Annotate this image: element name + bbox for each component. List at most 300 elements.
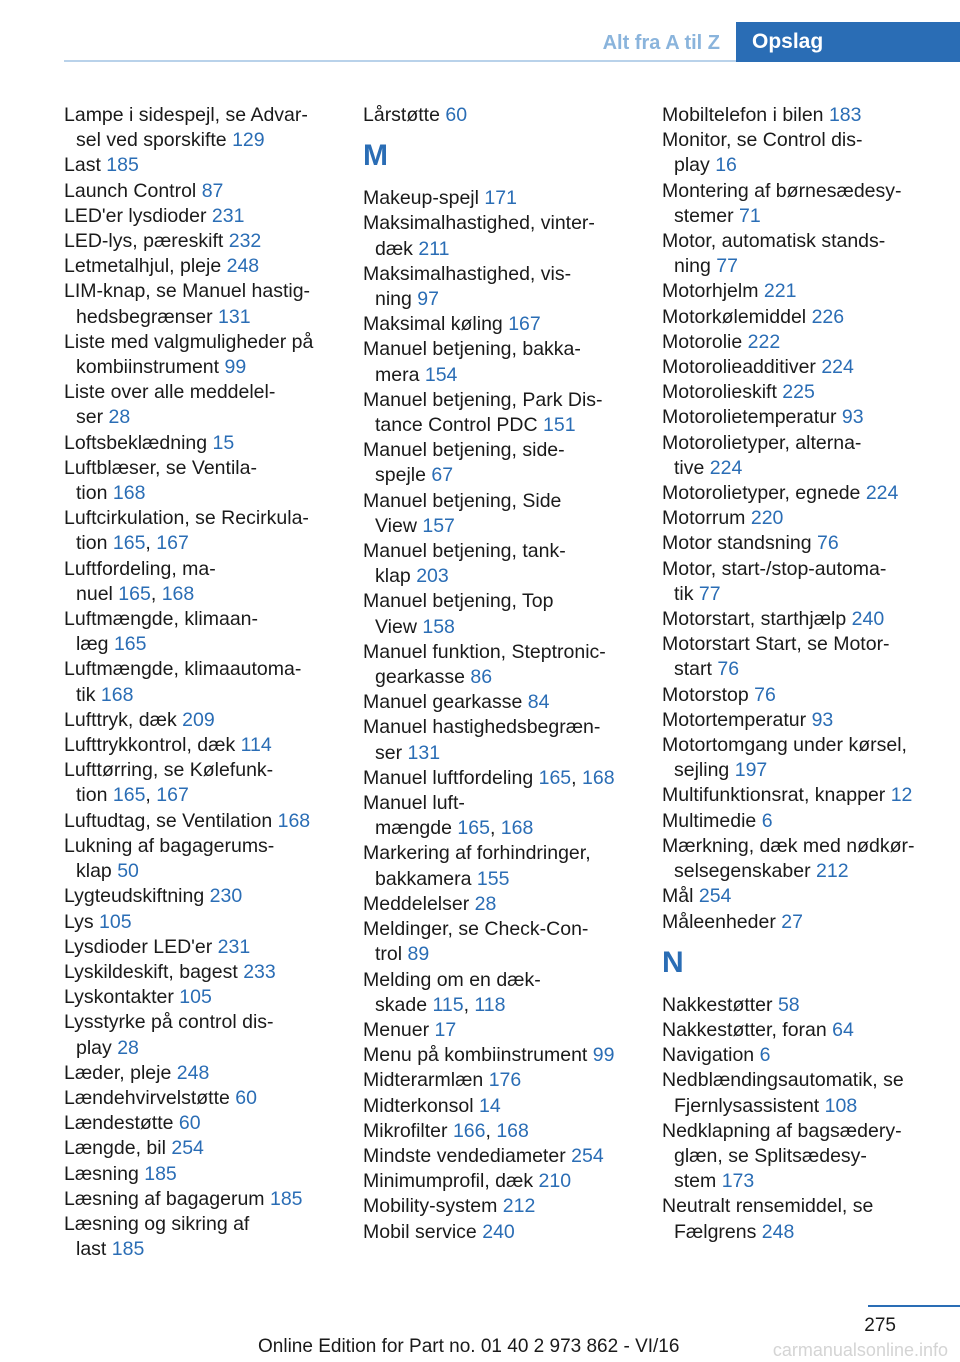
page-ref-link[interactable]: 76 — [817, 532, 839, 555]
index-term-continuation: tance Control PDC — [375, 414, 538, 437]
index-entry — [363, 211, 653, 261]
page-ref-link[interactable]: 118 — [474, 993, 506, 1016]
index-term-continuation: skade — [375, 993, 428, 1016]
index-term: Nedblændingsautomatik, se — [662, 1069, 904, 1092]
index-entry — [662, 632, 960, 682]
index-entry — [64, 910, 354, 935]
index-term: Motorolietemperatur — [662, 406, 837, 429]
index-term: Lårstøtte — [363, 104, 440, 126]
index-entry — [363, 1169, 653, 1194]
index-entry — [363, 312, 653, 337]
index-entry — [662, 884, 960, 909]
page-header — [0, 22, 960, 62]
page-ref-link[interactable]: 60 — [178, 1112, 201, 1135]
page-ref-link[interactable]: 167 — [156, 784, 189, 807]
page-ref-link[interactable]: 17 — [434, 1018, 457, 1041]
index-entry — [662, 783, 960, 808]
index-entry: Manuel luft- mængde 165, 168 — [363, 792, 534, 840]
page-ref-link[interactable]: 50 — [117, 860, 139, 883]
page-ref-link[interactable]: 165 — [538, 766, 572, 789]
index-entry — [64, 330, 354, 380]
page-ref-link[interactable]: 167 — [508, 313, 541, 336]
index-term-continuation: gearkasse — [375, 666, 465, 689]
index-entry — [363, 589, 653, 639]
index-term: Motorstart, starthjælp — [662, 608, 847, 631]
index-term: Meddelelser — [363, 892, 470, 915]
index-entry — [64, 1086, 354, 1111]
index-term: Maksimal køling — [363, 313, 503, 336]
index-term: Neutralt rensemiddel, se — [662, 1195, 874, 1218]
index-term: Lukning af bagagerums- — [64, 834, 275, 857]
index-entry — [662, 910, 960, 935]
index-entry — [64, 279, 354, 329]
page-ref-link[interactable]: 14 — [478, 1094, 501, 1117]
index-term-continuation: spejle — [375, 464, 426, 487]
page-ref-link[interactable]: 84 — [527, 691, 550, 714]
page-ref-link[interactable]: 155 — [476, 867, 510, 890]
index-term-continuation: tik — [76, 683, 96, 706]
page-ref-link[interactable]: 168 — [277, 809, 311, 832]
page-ref-link[interactable]: 224 — [865, 482, 899, 505]
index-term: Lyskildeskift, bagest — [64, 960, 238, 983]
index-term: Monitor, se Control dis- — [662, 129, 863, 152]
index-term: Manuel betjening, Park Dis- — [363, 388, 603, 411]
index-term-continuation: sel ved sporskifte — [76, 129, 227, 152]
index-entry — [363, 1018, 653, 1043]
page-ref-link[interactable]: 76 — [754, 683, 776, 706]
index-term-continuation: ning — [674, 255, 711, 278]
index-entry — [64, 1187, 354, 1212]
index-term-continuation: bakkamera — [375, 867, 472, 890]
index-term: Læder, pleje — [64, 1061, 172, 1084]
page-ref-link[interactable]: 60 — [445, 104, 468, 126]
index-term: Multifunktionsrat, knapper — [662, 784, 886, 807]
page-ref-link[interactable]: 157 — [422, 514, 455, 537]
page-ref-link[interactable]: 99 — [224, 356, 247, 379]
index-entry — [64, 607, 354, 657]
page-ref-link[interactable]: 248 — [176, 1061, 210, 1084]
index-entry — [662, 733, 960, 783]
page-ref-link[interactable]: 77 — [698, 582, 721, 605]
index-term-continuation: Fælgrens — [674, 1220, 757, 1243]
index-term: Motorkølemiddel — [662, 305, 807, 328]
index-entry — [64, 1136, 354, 1161]
page-ref-link[interactable]: 165 — [118, 582, 151, 605]
page-ref-link[interactable]: 93 — [811, 708, 834, 731]
page-ref-link[interactable]: 115 — [432, 993, 464, 1016]
page-ref-link[interactable]: 248 — [226, 255, 260, 278]
page-ref-link[interactable]: 240 — [851, 608, 885, 631]
index-entry — [363, 892, 653, 917]
index-term: Multimedie — [662, 809, 757, 832]
page-ref-link[interactable]: 114 — [240, 734, 272, 757]
index-entry — [662, 103, 960, 128]
index-term: LIM-knap, se Manuel hastig- — [64, 280, 311, 303]
page-ref-link[interactable]: 211 — [418, 237, 450, 260]
page-ref-link[interactable]: 240 — [482, 1220, 515, 1243]
page-ref-link[interactable]: 165 — [113, 633, 147, 656]
index-term-continuation: ser — [375, 741, 403, 764]
page-ref-link[interactable]: 185 — [269, 1187, 303, 1210]
index-term: Manuel betjening, Top — [363, 590, 554, 613]
index-entry — [662, 1043, 960, 1068]
index-term-continuation: play — [76, 1036, 112, 1059]
index-term: Motor standsning — [662, 532, 812, 555]
index-entry — [662, 1068, 960, 1118]
index-term: Læsning og sikring af — [64, 1212, 250, 1235]
index-column-1 — [64, 103, 354, 1262]
page-ref-link[interactable]: 67 — [431, 464, 454, 487]
page-ref-link[interactable]: 165 — [112, 532, 146, 555]
index-entry: Luftcirkulation, se Recirkula- tion 165, 167 — [64, 507, 309, 555]
index-entry — [64, 733, 354, 758]
index-term: Motorolieadditiver — [662, 356, 816, 379]
index-term: Lysstyrke på control dis- — [64, 1011, 274, 1034]
index-term: LED-lys, pæreskift — [64, 230, 224, 253]
index-term: Læsning — [64, 1162, 139, 1185]
page-ref-link[interactable]: 185 — [144, 1162, 177, 1185]
index-term-continuation: læg — [76, 633, 109, 656]
index-term: Luftudtag, se Ventilation — [64, 809, 273, 832]
index-entry — [363, 489, 653, 539]
index-term: Navigation — [662, 1044, 755, 1067]
index-entry — [662, 179, 960, 229]
page-ref-link[interactable]: 131 — [407, 741, 441, 764]
index-term: Manuel betjening, Side — [363, 489, 562, 512]
page-ref-link[interactable]: 165 — [457, 817, 490, 840]
index-entry — [363, 690, 653, 715]
index-term: Last — [64, 154, 101, 177]
page-ref-link[interactable]: 28 — [108, 406, 131, 429]
index-term-continuation: tive — [674, 456, 705, 479]
index-term: Manuel betjening, tank- — [363, 540, 566, 563]
index-entry — [662, 993, 960, 1018]
page-ref-link[interactable]: 99 — [592, 1044, 615, 1067]
index-entry — [64, 1010, 354, 1060]
index-entry — [363, 388, 653, 438]
index-term: Mobility-system — [363, 1195, 498, 1218]
page-ref-link[interactable]: 168 — [161, 582, 195, 605]
page-ref-link[interactable]: 154 — [424, 363, 458, 386]
index-term: Motorrum — [662, 507, 746, 530]
page-number: 275 — [864, 1315, 896, 1336]
page-ref-link[interactable]: 232 — [228, 230, 262, 253]
index-entry — [363, 917, 653, 967]
page-ref-link[interactable]: 16 — [715, 154, 737, 177]
page-ref-link[interactable]: 231 — [211, 204, 245, 227]
page-ref-link[interactable]: 168 — [496, 1119, 529, 1142]
page-ref-link[interactable]: 185 — [106, 154, 139, 177]
page-ref-link[interactable]: 166 — [452, 1119, 486, 1142]
index-term: Manuel funktion, Steptronic- — [363, 640, 606, 663]
index-term: Motor, automatisk stands- — [662, 230, 886, 253]
index-term: Motortemperatur — [662, 708, 807, 731]
index-entry — [662, 1018, 960, 1043]
index-term-continuation: last — [76, 1238, 107, 1261]
index-entry — [363, 1068, 653, 1093]
index-term-continuation: stem — [674, 1170, 717, 1193]
header-rule — [64, 60, 736, 62]
index-entry — [662, 431, 960, 481]
page-ref-link[interactable]: 224 — [821, 356, 854, 379]
page-ref-link[interactable]: 15 — [212, 431, 235, 454]
page-ref-link[interactable]: 210 — [538, 1170, 572, 1193]
index-term: Motorolietyper, alterna- — [662, 431, 862, 454]
index-entry — [363, 1194, 653, 1219]
index-term: Luftmængde, klimaautoma- — [64, 658, 302, 681]
index-term: Manuel hastighedsbegræn- — [363, 716, 601, 739]
index-term: Lændehvirvelstøtte — [64, 1086, 230, 1109]
page-ref-link[interactable]: 212 — [502, 1195, 536, 1218]
index-term-continuation: Fjernlysassistent — [674, 1094, 820, 1117]
index-term: Montering af børnesædesy- — [662, 179, 902, 202]
index-term-continuation: tion — [76, 532, 108, 555]
page-ref-link[interactable]: 212 — [816, 860, 849, 883]
page-ref-link[interactable]: 185 — [111, 1238, 145, 1261]
index-term-continuation: trol — [375, 943, 403, 966]
index-term-continuation: tion — [76, 784, 108, 807]
index-letter-heading: M — [363, 139, 388, 173]
page-ref-link[interactable]: 222 — [747, 330, 781, 353]
index-term: Launch Control — [64, 179, 197, 202]
page-ref-link[interactable]: 165 — [112, 784, 146, 807]
index-term: Liste over alle meddelel- — [64, 381, 276, 404]
page-ref-link[interactable]: 173 — [721, 1170, 755, 1193]
index-column-3 — [662, 103, 960, 1245]
page-ref-link[interactable]: 248 — [761, 1220, 795, 1243]
index-term-continuation: start — [674, 658, 712, 681]
index-term: Motorolieskift — [662, 381, 777, 404]
index-term: Luftcirkulation, se Recirkula- — [64, 507, 309, 530]
index-entry — [64, 153, 354, 178]
index-entry — [64, 708, 354, 733]
page-ref-link[interactable]: 89 — [407, 943, 430, 966]
page-ref-link[interactable]: 97 — [417, 288, 439, 311]
page-ref-link[interactable]: 105 — [179, 986, 212, 1009]
index-term: Lufttryk, dæk — [64, 708, 177, 731]
index-term-continuation: hedsbegrænser — [76, 305, 213, 328]
index-term: Maksimalhastighed, vinter- — [363, 212, 595, 235]
index-term-continuation: glæn, se Splitsædesy- — [674, 1144, 867, 1167]
page-ref-link[interactable]: 12 — [890, 784, 913, 807]
page-ref-link[interactable]: 167 — [156, 532, 189, 555]
footer-rule — [868, 1305, 960, 1307]
page-ref-link[interactable]: 231 — [217, 935, 251, 958]
index-entry: Mikrofilter 166, 168 — [363, 1119, 529, 1142]
page-ref-link[interactable]: 105 — [99, 910, 132, 933]
index-entry — [662, 279, 960, 304]
page-ref-link[interactable]: 254 — [171, 1137, 204, 1160]
index-term: Luftblæser, se Ventila- — [64, 456, 257, 479]
page-ref-link[interactable]: 197 — [734, 759, 768, 782]
index-entry — [662, 531, 960, 556]
page-ref-link[interactable]: 108 — [824, 1094, 858, 1117]
index-term: Motorstop — [662, 683, 749, 706]
index-term-continuation: View — [375, 615, 417, 638]
index-term: Letmetalhjul, pleje — [64, 255, 222, 278]
index-entry — [662, 557, 960, 607]
page-ref-link[interactable]: 129 — [232, 129, 265, 152]
index-term: Motortomgang under kørsel, — [662, 734, 907, 757]
index-term-continuation: kombiinstrument — [76, 356, 220, 379]
page-ref-link[interactable]: 233 — [243, 960, 276, 983]
index-term-continuation: dæk — [375, 237, 413, 260]
index-term: Mål — [662, 885, 694, 908]
page-ref-link[interactable]: 87 — [201, 179, 224, 202]
index-term: Lampe i sidespejl, se Advar- — [64, 104, 308, 126]
index-term-continuation: stemer — [674, 204, 734, 227]
page-ref-link[interactable]: 86 — [470, 666, 493, 689]
index-term: Markering af forhindringer, — [363, 842, 591, 865]
page-ref-link[interactable]: 225 — [782, 381, 815, 404]
index-term: Nedklapning af bagsædery- — [662, 1119, 902, 1142]
index-entry — [64, 884, 354, 909]
index-term-continuation: selsegenskaber — [674, 860, 811, 883]
index-term: Mobiltelefon i bilen — [662, 104, 824, 126]
index-entry — [662, 1119, 960, 1195]
index-term-continuation: mængde — [375, 817, 452, 840]
index-entry — [64, 1162, 354, 1187]
index-entry — [662, 355, 960, 380]
index-term: Melding om en dæk- — [363, 968, 541, 991]
index-entry — [363, 337, 653, 387]
index-term-continuation: klap — [375, 565, 411, 588]
index-entry — [363, 438, 653, 488]
index-entry — [662, 229, 960, 279]
index-term: Liste med valgmuligheder på — [64, 330, 314, 353]
index-term: Manuel betjening, side- — [363, 439, 565, 462]
index-term: Meldinger, se Check-Con- — [363, 918, 589, 941]
page-ref-link[interactable]: 168 — [112, 482, 146, 505]
index-term: Mikrofilter — [363, 1119, 448, 1142]
index-entry — [64, 1111, 354, 1136]
index-entry: Melding om en dæk- skade 115, 118 — [363, 968, 541, 1016]
page-ref-link[interactable]: 183 — [828, 104, 862, 126]
index-entry — [662, 481, 960, 506]
index-term: Lysdioder LED'er — [64, 935, 213, 958]
index-entry — [363, 1094, 653, 1119]
index-entry — [662, 708, 960, 733]
index-term: Motorhjelm — [662, 280, 759, 303]
index-term: Lufttørring, se Kølefunk- — [64, 759, 274, 782]
index-term: Lændestøtte — [64, 1112, 174, 1135]
index-entry — [363, 1144, 653, 1169]
index-entry — [363, 262, 653, 312]
page-ref-link[interactable]: 230 — [209, 885, 243, 908]
page-ref-link[interactable]: 224 — [709, 456, 743, 479]
page-ref-link[interactable]: 168 — [582, 766, 615, 789]
page-ref-link[interactable]: 254 — [698, 885, 732, 908]
index-entry — [64, 431, 354, 456]
index-entry — [64, 229, 354, 254]
index-term: Mindste vendediameter — [363, 1144, 566, 1167]
header-tab-opslag[interactable]: Opslag — [736, 22, 960, 62]
index-entry — [363, 103, 653, 128]
index-entry — [64, 1212, 354, 1262]
page-ref-link[interactable]: 27 — [781, 910, 803, 933]
page-ref-link[interactable]: 28 — [474, 892, 497, 915]
index-entry — [363, 186, 653, 211]
page-ref-link[interactable]: 64 — [832, 1018, 854, 1041]
page-ref-link[interactable]: 77 — [716, 255, 738, 278]
page-ref-link[interactable]: 168 — [500, 817, 534, 840]
page-ref-link[interactable]: 131 — [218, 305, 251, 328]
index-term: Maksimalhastighed, vis- — [363, 262, 572, 285]
index-entry — [64, 380, 354, 430]
page-ref-link[interactable]: 28 — [117, 1036, 139, 1059]
index-term-continuation: View — [375, 514, 417, 537]
index-term: Lys — [64, 910, 94, 933]
page-ref-link[interactable]: 254 — [571, 1144, 604, 1167]
index-term: Manuel luft- — [363, 792, 465, 815]
index-entry: Lufttørring, se Kølefunk- tion 165, 167 — [64, 759, 274, 807]
index-entry — [64, 179, 354, 204]
page-ref-link[interactable]: 76 — [717, 658, 740, 681]
page-ref-link[interactable]: 71 — [739, 204, 761, 227]
watermark: carmanualsonline.info — [772, 1340, 948, 1360]
page-ref-link[interactable]: 226 — [811, 305, 845, 328]
page-ref-link[interactable]: 168 — [100, 683, 134, 706]
index-entry — [64, 935, 354, 960]
index-entry — [363, 715, 653, 765]
index-term-continuation: ser — [76, 406, 104, 429]
page-ref-link[interactable]: 220 — [750, 507, 784, 530]
index-term: Motorstart Start, se Motor- — [662, 633, 890, 656]
index-term-continuation: sejling — [674, 759, 730, 782]
page-ref-link[interactable]: 171 — [484, 187, 517, 210]
index-term: Nakkestøtter, foran — [662, 1018, 827, 1041]
index-entry — [662, 834, 960, 884]
index-entry — [64, 1061, 354, 1086]
page-ref-link[interactable]: 93 — [841, 406, 864, 429]
page-ref-link[interactable]: 6 — [761, 809, 773, 832]
index-term: Luftmængde, klimaan- — [64, 608, 259, 631]
index-entry — [363, 539, 653, 589]
index-entry — [363, 640, 653, 690]
index-entry — [64, 960, 354, 985]
index-term: Mærkning, dæk med nødkør- — [662, 834, 915, 857]
index-term-continuation: ning — [375, 288, 412, 311]
page-ref-link[interactable]: 151 — [543, 414, 576, 437]
index-entry — [64, 985, 354, 1010]
index-entry — [64, 204, 354, 229]
index-term-continuation: klap — [76, 860, 112, 883]
index-term: Lyskontakter — [64, 986, 174, 1009]
index-term: Manuel betjening, bakka- — [363, 338, 581, 361]
index-entry — [662, 1194, 960, 1244]
page-ref-link[interactable]: 6 — [759, 1044, 771, 1067]
page-ref-link[interactable]: 203 — [416, 565, 449, 588]
index-term: Nakkestøtter — [662, 993, 773, 1016]
index-term-continuation: tik — [674, 582, 694, 605]
index-term-continuation: mera — [375, 363, 420, 386]
index-entry — [662, 506, 960, 531]
index-entry — [363, 1220, 653, 1245]
index-term: Motorolie — [662, 330, 743, 353]
page-ref-link[interactable]: 158 — [422, 615, 455, 638]
index-entry: Luftfordeling, ma- nuel 165, 168 — [64, 557, 216, 605]
index-term-continuation: tion — [76, 482, 108, 505]
page-ref-link[interactable]: 58 — [777, 993, 800, 1016]
index-term: Motorolietyper, egnede — [662, 482, 861, 505]
page-ref-link[interactable]: 221 — [763, 280, 797, 303]
index-entry — [64, 657, 354, 707]
index-entry — [662, 128, 960, 178]
page-ref-link[interactable]: 209 — [182, 708, 215, 731]
page-ref-link[interactable]: 176 — [488, 1069, 522, 1092]
index-term: Menuer — [363, 1018, 430, 1041]
page-ref-link[interactable]: 60 — [235, 1086, 257, 1109]
